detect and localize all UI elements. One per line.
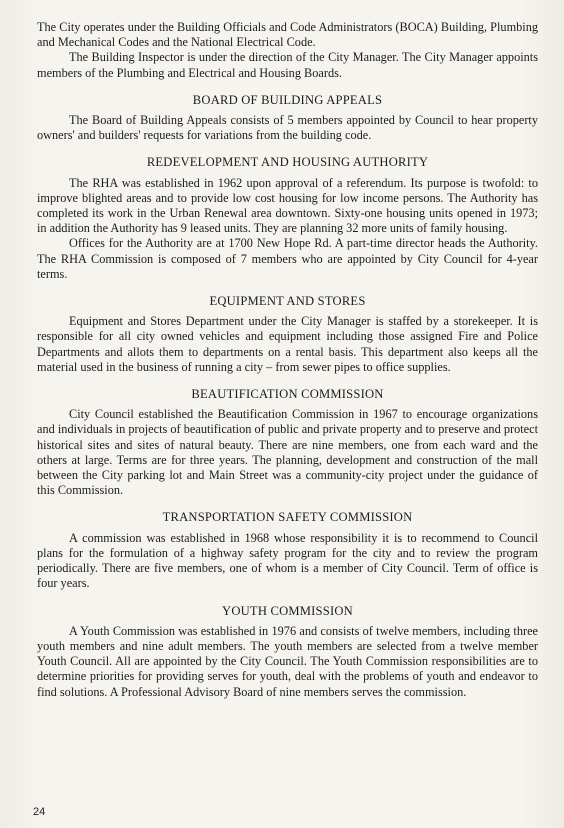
section-heading-board-of-building-appeals: BOARD OF BUILDING APPEALS	[192, 92, 383, 107]
intro-paragraph-building-inspector: The Building Inspector is under the direction of the City Manager. The City Manager appoints members of the Plumbing and Electrical and Housing Boards.	[37, 50, 538, 80]
section-paragraph: The Board of Building Appeals consists of 5 members appointed by Council to hear property owners' and builders' requests for variations from the building code.	[37, 113, 538, 143]
section-paragraph: A Youth Commission was established in 1976 and consists of twelve members, including three youth members and nine adult members. The youth members are selected from a twelve member Youth Council. All are appointed by the City Council. The Youth Commission responsibilities are to determine priorities for providing serves for youth, deal with the problems of youth and endeavor to find solutions. A Professional Advisory Board of nine members serves the commission.	[37, 623, 538, 699]
section-paragraph: Offices for the Authority are at 1700 New Hope Rd. A part-time director heads the Authority. The RHA Commission is composed of 7 members who are appointed by City Council for 4-year terms.	[37, 236, 538, 281]
page-body	[37, 20, 538, 700]
section-heading-beautification-commission: BEAUTIFICATION COMMISSION	[191, 387, 384, 402]
section-paragraph: City Council established the Beautification Commission in 1967 to encourage organizations and individuals in projects of beautification of public and private property and to preserve and protect historical sites and sites of natural beauty. There are nine members, one from each ward and the others at large. Terms are for three years. The planning, development and construction of the mall between the City parking lot and Main Street was a community-city project under the guidance of this Commission.	[37, 407, 538, 498]
section-heading-transportation-safety: TRANSPORTATION SAFETY COMMISSION	[162, 510, 413, 525]
page-number: 24	[33, 806, 46, 818]
section-paragraph: Equipment and Stores Department under the City Manager is staffed by a storekeeper. It is responsible for all city owned vehicles and equipment including those assigned Fire and Police Departments and allots them to departments on a rental basis. This department also keeps all the material used in the business of running a city – from sewer pipes to office supplies.	[37, 314, 538, 374]
section-paragraph: The RHA was established in 1962 upon approval of a referendum. Its purpose is twofold: to improve blighted areas and to provide low cost housing for low income persons. The Authority has completed its work in the Urban Renewal area downtown. Sixty-one housing units opened in 1973; in addition the Authority has 9 leased units. They are planning 32 more units of family housing.	[37, 175, 538, 236]
section-heading-redevelopment-housing: REDEVELOPMENT AND HOUSING AUTHORITY	[146, 155, 429, 170]
section-paragraph: A commission was established in 1968 whose responsibility it is to recommend to Council plans for the formulation of a highway safety program for the city and to review the program periodically. There are five members, one of whom is a member of City Council. Term of office is four years.	[37, 530, 538, 591]
section-heading-youth-commission: YOUTH COMMISSION	[222, 603, 353, 618]
intro-paragraph-codes: The City operates under the Building Officials and Code Administrators (BOCA) Building, Plumbing and Mechanical Codes and the National Electrical Code.	[37, 20, 538, 50]
section-heading-equipment-and-stores: EQUIPMENT AND STORES	[209, 294, 366, 309]
